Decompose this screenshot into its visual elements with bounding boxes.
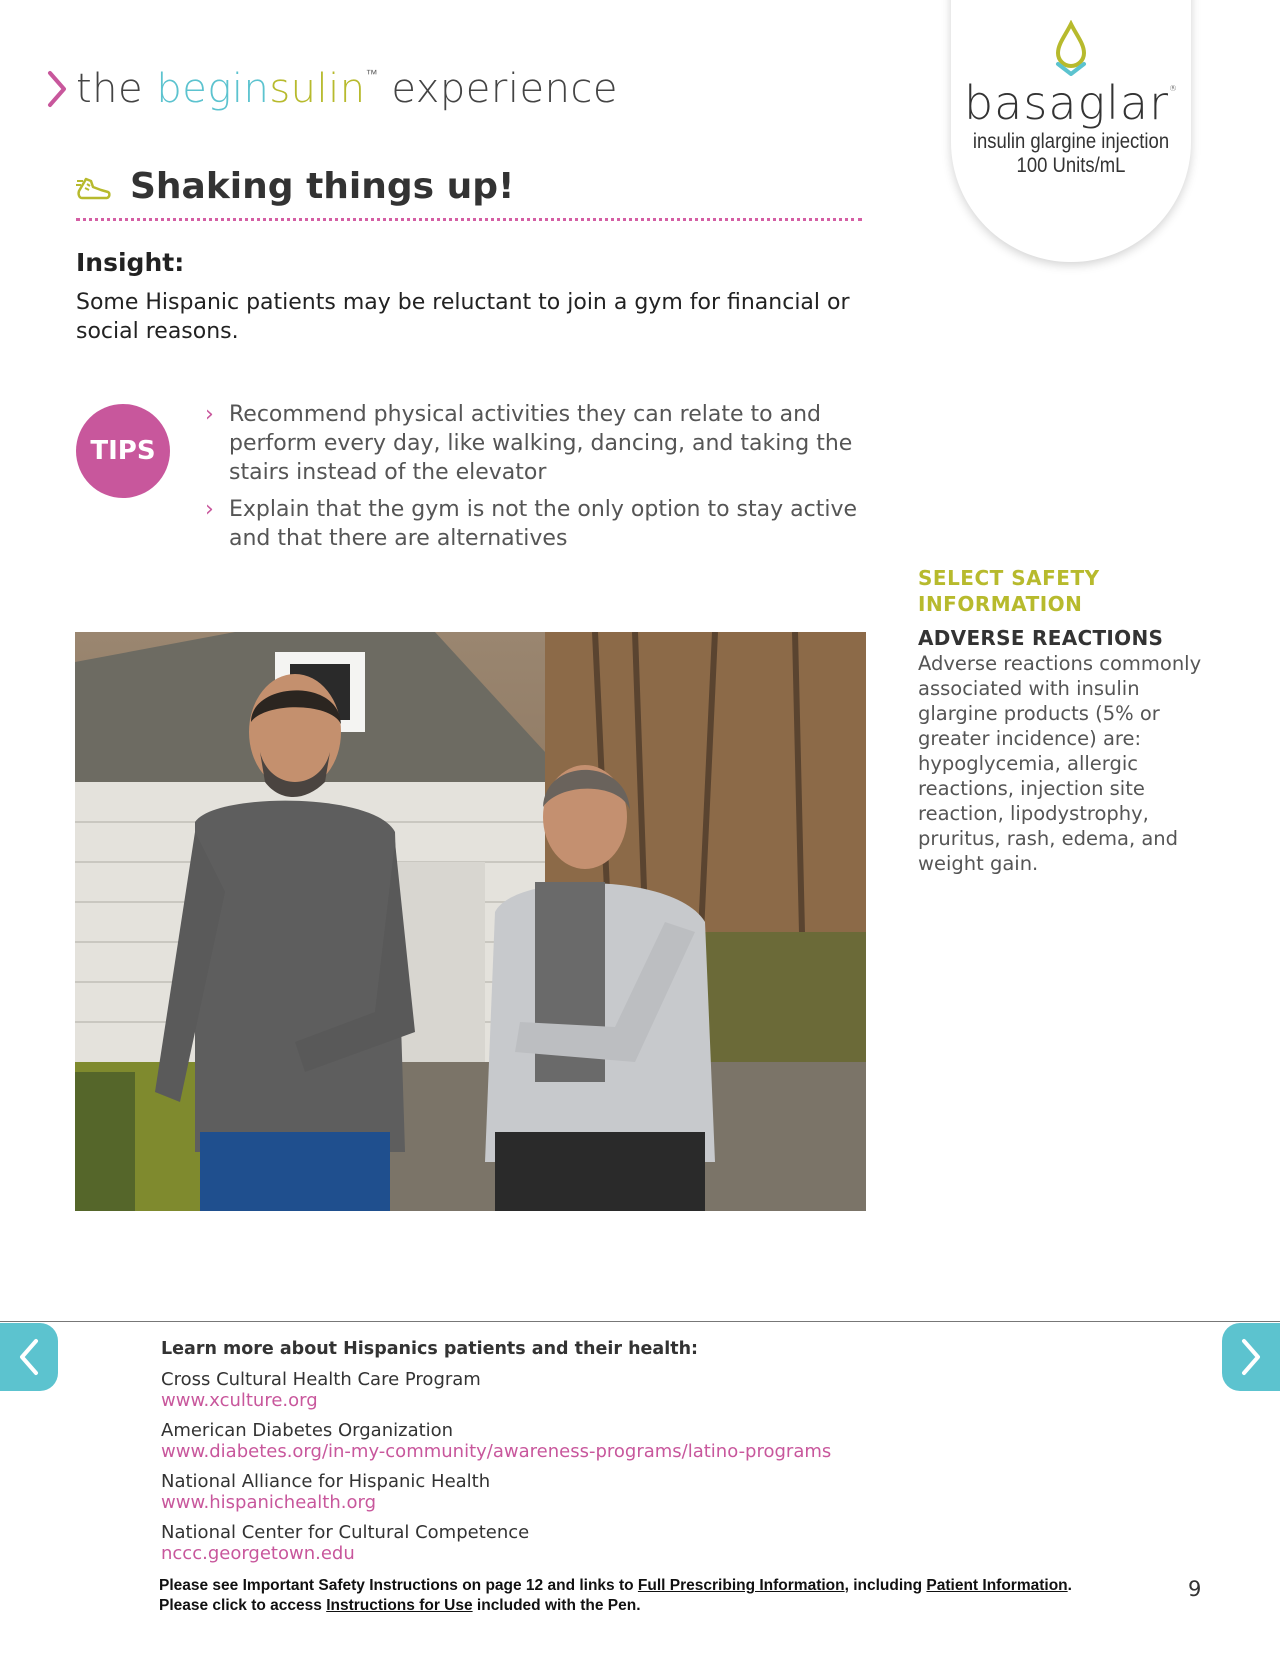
logo-subtitle: insulin glargine injection 100 Units/mL xyxy=(972,130,1170,177)
list-item xyxy=(161,1522,1061,1564)
running-shoe-icon xyxy=(76,171,112,203)
resource-link[interactable]: www.diabetes.org/in-my-community/awareness-programs/latino-programs xyxy=(161,1441,832,1462)
page-number: 9 xyxy=(1188,1577,1202,1601)
logo-wordmark: basaglar® xyxy=(963,76,1179,130)
previous-page-button[interactable] xyxy=(0,1323,58,1391)
resource-name: National Center for Cultural Competence xyxy=(161,1522,530,1543)
resource-list xyxy=(161,1369,1061,1573)
tips-badge: TIPS xyxy=(76,404,170,498)
list-item xyxy=(161,1471,1061,1513)
photo-two-men-walking xyxy=(75,632,866,1211)
resource-link[interactable]: www.hispanichealth.org xyxy=(161,1492,377,1513)
resource-name: Cross Cultural Health Care Program xyxy=(161,1369,481,1390)
chevron-left-icon xyxy=(16,1337,42,1377)
photo-illustration xyxy=(75,632,866,1211)
brand-logo xyxy=(951,0,1191,262)
list-item xyxy=(161,1420,1061,1462)
list-item xyxy=(161,1369,1061,1411)
adverse-reactions-heading: ADVERSE REACTIONS xyxy=(918,626,1164,650)
patient-information-link[interactable]: Patient Information xyxy=(926,1577,1068,1594)
list-item: › Recommend physical activities they can relate to and perform every day, like walking, dancing, and taking the stairs instead of the elevator xyxy=(205,402,853,485)
section-title xyxy=(76,166,514,207)
dotted-divider xyxy=(76,218,862,221)
chevron-right-icon xyxy=(1238,1337,1264,1377)
resource-link[interactable]: www.xculture.org xyxy=(161,1390,318,1411)
tips-list xyxy=(205,400,875,561)
resource-link[interactable]: nccc.georgetown.edu xyxy=(161,1543,355,1564)
page-header xyxy=(46,66,618,112)
bullet-chevron-icon: › xyxy=(205,497,214,522)
footer-divider xyxy=(0,1321,1280,1322)
full-prescribing-information-link[interactable]: Full Prescribing Information xyxy=(637,1577,845,1594)
bullet-chevron-icon: › xyxy=(205,402,214,427)
insight-text: Some Hispanic patients may be reluctant to join a gym for financial or social reasons. xyxy=(76,290,850,344)
instructions-for-use-link[interactable]: Instructions for Use xyxy=(326,1597,473,1614)
learn-more-heading: Learn more about Hispanics patients and their health: xyxy=(161,1339,699,1359)
list-item: › Explain that the gym is not the only option to stay active and that there are alternatives xyxy=(205,497,858,551)
section-heading: Shaking things up! xyxy=(130,166,515,207)
adverse-reactions-text: Adverse reactions commonly associated with insulin glargine products (5% or greater incidence) are: hypoglycemia, allergic reactions, injection site reaction, lipodystrophy, pruritus, rash, edema, and weight gain. xyxy=(918,652,1202,875)
chevron-right-icon xyxy=(46,69,68,109)
resource-name: National Alliance for Hispanic Health xyxy=(161,1471,491,1492)
next-page-button[interactable] xyxy=(1222,1323,1280,1391)
drop-logo-icon xyxy=(1045,20,1097,76)
safety-heading: SELECT SAFETY INFORMATION xyxy=(918,566,1100,616)
header-title: the beginsulin™ experience xyxy=(76,66,619,112)
safety-footnote: Please see Important Safety Instructions on page 12 and links to Full Prescribing Information, including Patient Information. Please click to access Instructions for Use included with the Pen. xyxy=(159,1577,1072,1614)
insight-heading: Insight: xyxy=(76,248,185,277)
resource-name: American Diabetes Organization xyxy=(161,1420,454,1441)
